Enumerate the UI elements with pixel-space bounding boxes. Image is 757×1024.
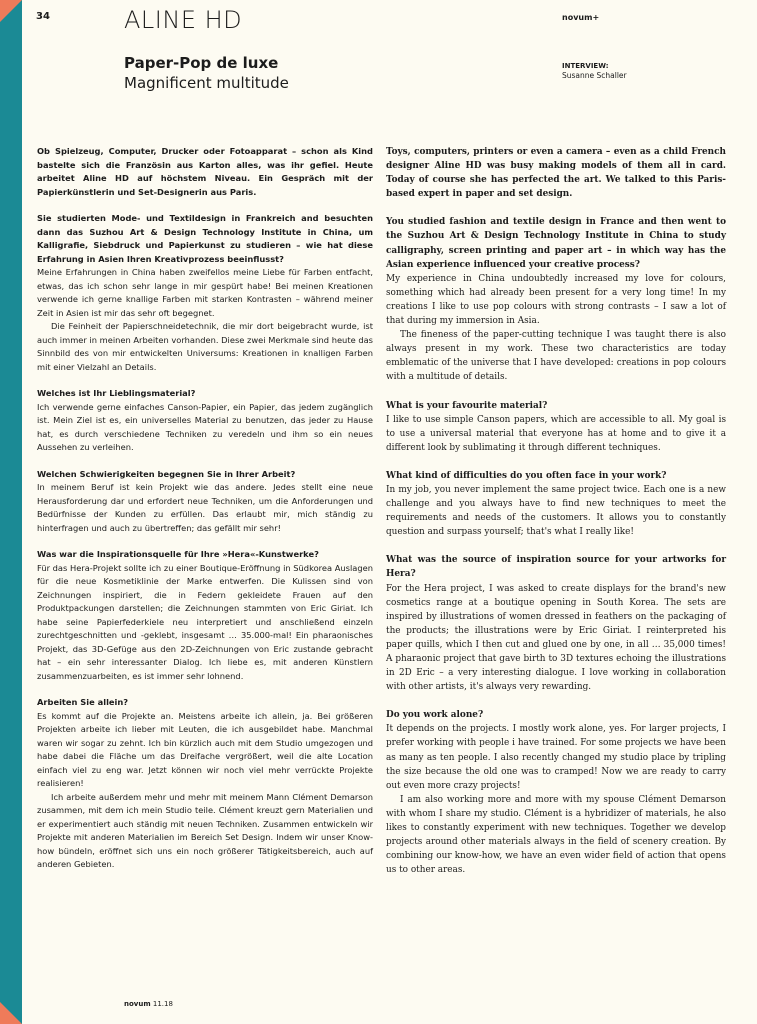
interviewer-name: Susanne Schaller bbox=[562, 71, 627, 80]
english-intro: Toys, computers, printers or even a camera – even as a child French designer Aline HD was busy making models of them all in card. Today of course she has perfected the art. We talked to this Paris-based expert in paper and set design. bbox=[386, 147, 726, 200]
footer-issue: 11.18 bbox=[152, 1000, 173, 1008]
english-answer-1b: The fineness of the paper-cutting technique I was taught there is also always present in my work. These two characteristics are today emblematic of the universe that I have developed: creations in pop colours with a multitude of details. bbox=[386, 330, 726, 383]
interview-label: INTERVIEW: bbox=[562, 62, 609, 70]
german-answer-3: In meinem Beruf ist kein Projekt wie das andere. Jedes stellt eine neue Herausforderung dar und erfordert neue Techniken, um die Anforderungen und Bedürfnisse der Kunden zu erfüllen. Das erlaubt mir, mich ständig zu hinterfragen und auch zu übertreffen; das gefällt mir sehr! bbox=[37, 482, 373, 533]
section-title: ALINE HD bbox=[124, 6, 243, 34]
english-question-3: What kind of difficulties do you often face in your work? bbox=[386, 470, 667, 481]
english-answer-4: For the Hera project, I was asked to create displays for the brand's new cosmetics range at a boutique opening in South Korea. The sets are inspired by illustrations of women dressed in feathers on the packaging of the products; the illustrations were by Eric Giriat. I reinterpreted his paper quills, which I then cut and glued one by one, in all … 35,000 times! A pharaonic project that gave birth to 3D textures echoing the illustrations in 2D Eric – a very interesting dialogue. I love working in collaboration with other artists, it's always very rewarding. bbox=[386, 583, 726, 693]
german-answer-5a: Es kommt auf die Projekte an. Meistens arbeite ich allein, ja. Bei größeren Projekten arbeite ich lieber mit Leuten, die ich ausgebildet habe. Manchmal waren wir sogar zu zehnt. Ich bin kürzlich auch mit dem Studio umgezogen und habe dabei die Fläche um das Dreifache vergrößert, weil die alte Location einfach viel zu eng war. Jetzt können wir noch viel mehr verrückte Projekte realisieren! bbox=[37, 710, 373, 788]
corner-accent-top bbox=[0, 0, 22, 22]
german-answer-4: Für das Hera-Projekt sollte ich zu einer Boutique-Eröffnung in Südkorea Auslagen für die neue Kosmetiklinie der Marke entwerfen. Die Kulissen sind von Zeichnungen inspiriert, die in Federn gekleidete Frauen auf den Produktpackungen darstellen; die Zeichnungen stammten von Eric Giriat. Ich habe seine Papierfederkiele neu interpretiert und anschließend einzeln zurechtgeschnitten und -geklebt, insgesamt … 35.000-mal! Ein pharaonisches Projekt, das 3D-Gefüge aus den 2D-Zeichnungen von Eric zustande gebracht hat – ein sehr interessanter Dialog. Ich liebe es, mit anderen Künstlern zusammenzuarbeiten, es ist immer sehr lohnend. bbox=[37, 562, 373, 681]
page-spine-bar bbox=[0, 0, 22, 1024]
german-answer-5b: Ich arbeite außerdem mehr und mehr mit meinem Mann Clément Demarson zusammen, mit dem ich mein Studio teile. Clément kreuzt gern Materialien und er experimentiert auch ständig mit neuen Techniken. Zusammen entwickeln wir Projekte mit anderen Materialien im Bereich Set Design. Indem wir unser Know-how bündeln, eröffnet sich uns ein noch größerer Tätigkeitsbereich, auch auf anderen Gebieten. bbox=[37, 791, 373, 869]
german-answer-1a: Meine Erfahrungen in China haben zweifellos meine Liebe für Farben entfacht, etwas, das ich schon sehr lange in mir gespürt habe! Bei meinen Kreationen verwende ich gerne knallige Farben mit starken Kontrasten – während meiner Zeit in Asien ist mir das sehr oft begegnet. bbox=[37, 267, 373, 318]
german-intro: Ob Spielzeug, Computer, Drucker oder Fotoapparat – schon als Kind bastelte sich die Französin aus Karton alles, was ihr gefiel. Heute arbeitet Aline HD auf höchstem Niveau. Ein Gespräch mit der Papierkünstlerin und Set-Designerin aus Paris. bbox=[37, 146, 373, 197]
english-answer-2: I like to use simple Canson papers, which are accessible to all. My goal is to use a universal material that everyone has at home and to give it a different look by sublimating it through different techniques. bbox=[386, 414, 726, 453]
english-column bbox=[386, 145, 726, 877]
subtitle: Magnificent multitude bbox=[124, 74, 289, 92]
brand-logo-top: novum+ bbox=[562, 13, 600, 22]
english-answer-3: In my job, you never implement the same project twice. Each one is a new challenge and you always have to find new techniques to meet the requirements and needs of the customers. It allows you to constantly question and surpass yourself; that's what I really like! bbox=[386, 484, 726, 538]
german-answer-2: Ich verwende gerne einfaches Canson-Papier, ein Papier, das jedem zugänglich ist. Mein Ziel ist es, ein universelles Material zu benutzen, das jeder zu Hause hat, es durch verschiedene Techniken zu veredeln und ihm so ein neues Aussehen zu verleihen. bbox=[37, 401, 373, 452]
page-number: 34 bbox=[36, 11, 50, 22]
german-question-1: Sie studierten Mode- und Textildesign in Frankreich and besuchten dann das Suzhou Art & Design Technology Institute in China, um Kalligrafie, Siebdruck und Papierkunst zu studieren – wie hat diese Erfahrung in Asien Ihren Kreativprozess beeinflusst? bbox=[37, 213, 373, 264]
german-column bbox=[37, 145, 373, 872]
english-question-5: Do you work alone? bbox=[386, 710, 484, 721]
english-answer-5b: I am also working more and more with my spouse Clément Demarson with whom I share my studio. Clément is a hybridizer of materials, he also likes to constantly experiment with new techniques. Together we develop projects around other materials always in the field of scenery creation. By combining our know-how, we have an even wider field of action that opens us to other areas. bbox=[386, 794, 726, 876]
headline: Paper-Pop de luxe bbox=[124, 54, 279, 72]
german-question-2: Welches ist Ihr Lieblingsmaterial? bbox=[37, 388, 196, 398]
footer-brand: novum bbox=[124, 1000, 151, 1008]
english-question-2: What is your favourite material? bbox=[386, 400, 548, 411]
corner-accent-bottom bbox=[0, 1002, 22, 1024]
english-question-1: You studied fashion and textile design in France and then went to the Suzhou Art & Design Technology Institute in China to study calligraphy, screen printing and paper art – in which way has the Asian experience influenced your creative process? bbox=[386, 217, 726, 270]
english-answer-5a: It depends on the projects. I mostly work alone, yes. For larger projects, I prefer working with people i have trained. For some projects we have been as many as ten people. I also recently changed my studio place by tripling the size because the old one was to cramped! Now we are ready to carry out even more crazy projects! bbox=[386, 724, 726, 791]
german-answer-1b: Die Feinheit der Papierschneidetechnik, die mir dort beigebracht wurde, ist auch immer in meinen Arbeiten vorhanden. Diese zwei Merkmale sind heute das Sinnbild des von mir entwickelten Universums: Kreationen in knalligen Farben mit einer Vielzahl an Details. bbox=[37, 321, 373, 372]
english-question-4: What was the source of inspiration source for your artworks for Hera? bbox=[386, 555, 726, 580]
english-answer-1a: My experience in China undoubtedly increased my love for colours, something which had already been present for a very long time! In my creations I like to use pop colours with strong contrasts – I saw a lot of that during my immersion in Asia. bbox=[386, 273, 726, 327]
german-question-3: Welchen Schwierigkeiten begegnen Sie in Ihrer Arbeit? bbox=[37, 468, 296, 479]
german-question-5: Arbeiten Sie allein? bbox=[37, 697, 129, 707]
footer bbox=[124, 1000, 173, 1008]
german-question-4: Was war die Inspirationsquelle für Ihre »Hera«-Kunstwerke? bbox=[37, 549, 319, 559]
